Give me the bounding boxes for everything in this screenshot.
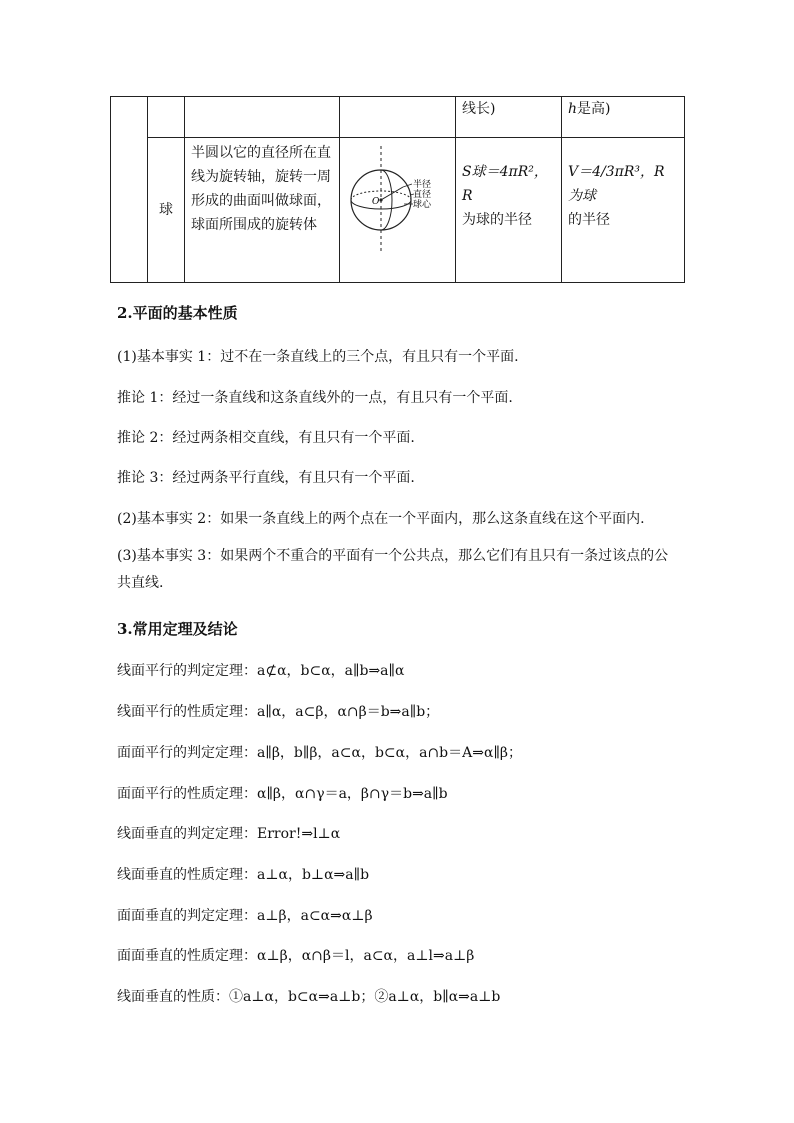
sphere-area-cell xyxy=(456,138,562,283)
line-plane-perpendicular-properties: 线面垂直的性质：①a⊥α，b⊂α⇒a⊥b；②a⊥α，b∥α⇒a⊥b xyxy=(117,989,501,1005)
theorem-line-plane-perpendicular-property: 线面垂直的性质定理：a⊥α，b⊥α⇒a∥b xyxy=(117,867,370,883)
corollary-3: 推论 3：经过两条平行直线，有且只有一个平面. xyxy=(117,470,415,486)
diameter-label: 直径 xyxy=(413,190,432,200)
origin-label: O xyxy=(372,197,380,207)
theorem-plane-plane-parallel-property: 面面平行的性质定理：α∥β，α∩γ＝a，β∩γ＝b⇒a∥b xyxy=(117,786,448,802)
center-label: 球心 xyxy=(413,200,432,210)
sphere-volume-formula: V＝4/3πR³，R为球 xyxy=(568,164,665,204)
corollary-2: 推论 2：经过两条相交直线，有且只有一个平面. xyxy=(117,430,415,446)
area-cell-tail xyxy=(456,97,562,138)
height-variable: h xyxy=(568,101,578,117)
sphere-definition: 半圆以它的直径所在直线为旋转轴，旋转一周形成的曲面叫做球面，球面所围成的旋转体 xyxy=(191,145,331,233)
area-tail-text: 线长) xyxy=(462,101,496,117)
corollary-1: 推论 1：经过一条直线和这条直线外的一点，有且只有一个平面. xyxy=(117,390,513,406)
volume-tail-text: 是高) xyxy=(577,101,611,117)
category-cell xyxy=(111,97,148,283)
definition-cell-empty xyxy=(185,97,340,138)
theorem-line-plane-parallel-criterion: 线面平行的判定定理：a⊄α，b⊂α，a∥b⇒a∥α xyxy=(117,663,405,679)
radius-label: 半径 xyxy=(413,180,432,190)
name-cell-empty xyxy=(148,97,185,138)
sphere-area-note: 为球的半径 xyxy=(462,212,532,228)
meridian xyxy=(381,170,392,230)
theorem-plane-plane-perpendicular-property: 面面垂直的性质定理：α⊥β，α∩β＝l，a⊂α，a⊥l⇒a⊥β xyxy=(117,948,475,964)
table-row-sphere xyxy=(111,138,685,283)
fact-1: (1)基本事实 1：过不在一条直线上的三个点，有且只有一个平面. xyxy=(117,349,519,365)
solid-geometry-table xyxy=(110,96,685,283)
sphere-name-cell xyxy=(148,138,185,283)
theorem-line-plane-parallel-property: 线面平行的性质定理：a∥α，a⊂β，α∩β＝b⇒a∥b； xyxy=(117,704,440,720)
volume-cell-tail xyxy=(562,97,685,138)
sphere-figure-cell xyxy=(340,138,456,283)
fact-2: (2)基本事实 2：如果一条直线上的两个点在一个平面内，那么这条直线在这个平面内. xyxy=(117,511,645,527)
theorem-line-plane-perpendicular-criterion: 线面垂直的判定定理：Error!⇒l⊥α xyxy=(117,826,341,842)
section-title-plane-properties: 2.平面的基本性质 xyxy=(117,304,238,322)
sphere-area-formula: S球＝4πR²，R xyxy=(462,164,548,204)
section-title-theorems: 3.常用定理及结论 xyxy=(117,620,238,638)
center-point xyxy=(379,198,382,201)
theorem-plane-plane-perpendicular-criterion: 面面垂直的判定定理：a⊥β，a⊂α⇒α⊥β xyxy=(117,908,373,924)
figure-cell-empty xyxy=(340,97,456,138)
table-row-continued xyxy=(111,97,685,138)
fact-3: (3)基本事实 3：如果两个不重合的平面有一个公共点，那么它们有且只有一条过该点的公共直线. xyxy=(117,548,669,591)
sphere-volume-cell xyxy=(562,138,685,283)
sphere-diagram xyxy=(340,138,456,260)
theorem-plane-plane-parallel-criterion: 面面平行的判定定理：a∥β，b∥β，a⊂α，b⊂α，a∩b＝A⇒α∥β； xyxy=(117,745,523,761)
sphere-name: 球 xyxy=(159,202,173,218)
sphere-volume-note: 的半径 xyxy=(568,212,610,228)
sphere-definition-cell xyxy=(185,138,340,283)
